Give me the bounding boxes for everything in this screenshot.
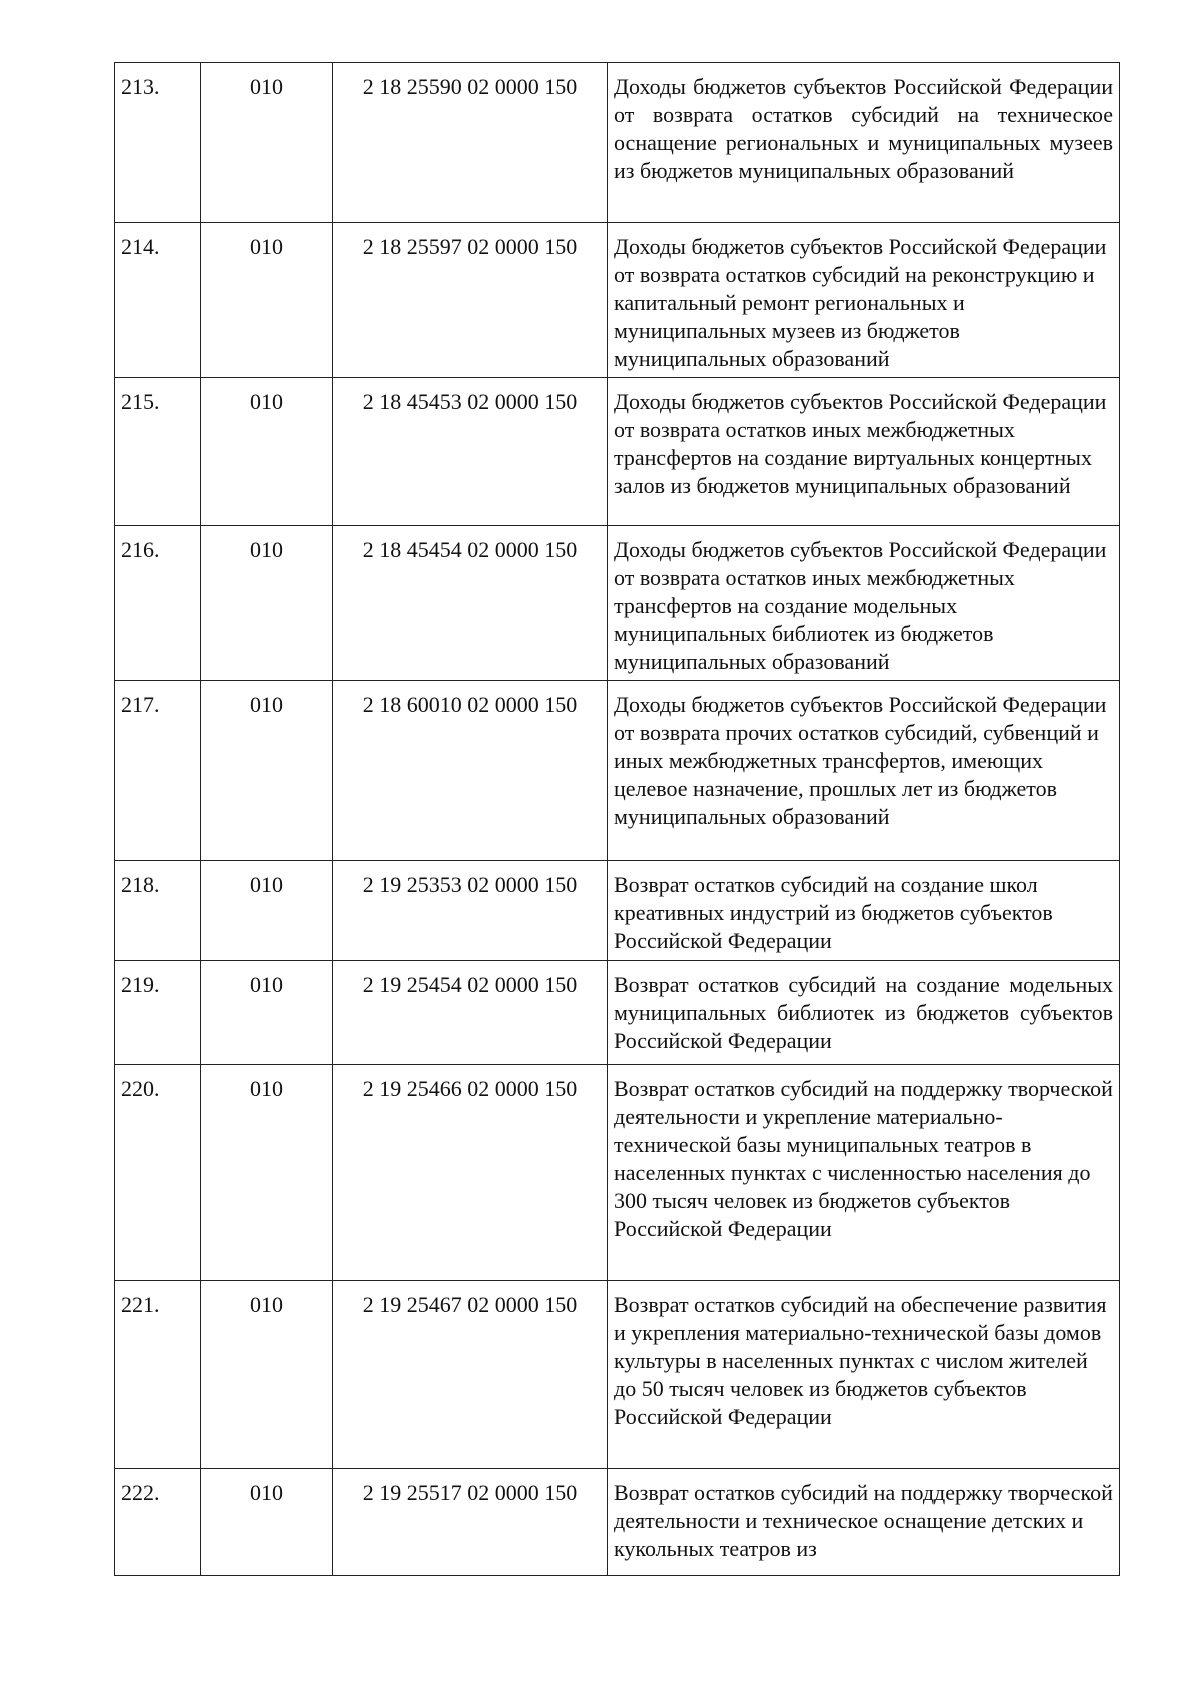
table-row: [115, 378, 1120, 526]
revenue-name: Возврат остатков субсидий на поддержку творческой деятельности и укрепление материально-технической базы муниципальных театров в населенных пунктах с численностью населения до 300 тысяч человек из бюджетов субъектов Российской Федерации: [608, 1065, 1120, 1281]
table-row: [115, 223, 1120, 378]
row-number: 214.: [115, 223, 201, 378]
revenue-name: Доходы бюджетов субъектов Российской Федерации от возврата остатков субсидий на техническое оснащение региональных и муниципальных музеев из бюджетов муниципальных образований: [608, 63, 1120, 223]
admin-code: 010: [201, 526, 333, 681]
revenue-name: Доходы бюджетов субъектов Российской Федерации от возврата остатков субсидий на реконструкцию и капитальный ремонт региональных и муниципальных музеев из бюджетов муниципальных образований: [608, 223, 1120, 378]
row-number: 220.: [115, 1065, 201, 1281]
table-row: [115, 526, 1120, 681]
admin-code: 010: [201, 681, 333, 861]
row-number: 215.: [115, 378, 201, 526]
row-number: 219.: [115, 961, 201, 1065]
admin-code: 010: [201, 1065, 333, 1281]
budget-classification-code: 2 18 45454 02 0000 150: [333, 526, 608, 681]
row-number: 218.: [115, 861, 201, 961]
row-number: 216.: [115, 526, 201, 681]
admin-code: 010: [201, 1281, 333, 1469]
admin-code: 010: [201, 1469, 333, 1576]
admin-code: 010: [201, 961, 333, 1065]
budget-classification-code: 2 18 25597 02 0000 150: [333, 223, 608, 378]
admin-code: 010: [201, 223, 333, 378]
budget-classification-code: 2 19 25353 02 0000 150: [333, 861, 608, 961]
table-row: [115, 961, 1120, 1065]
table-row: [115, 1065, 1120, 1281]
budget-revenue-table: [114, 62, 1120, 1576]
budget-classification-code: 2 19 25467 02 0000 150: [333, 1281, 608, 1469]
row-number: 221.: [115, 1281, 201, 1469]
admin-code: 010: [201, 378, 333, 526]
revenue-name: Доходы бюджетов субъектов Российской Федерации от возврата остатков иных межбюджетных трансфертов на создание модельных муниципальных библиотек из бюджетов муниципальных образований: [608, 526, 1120, 681]
revenue-name: Возврат остатков субсидий на обеспечение развития и укрепления материально-технической базы домов культуры в населенных пунктах с числом жителей до 50 тысяч человек из бюджетов субъектов Российской Федерации: [608, 1281, 1120, 1469]
budget-classification-code: 2 19 25454 02 0000 150: [333, 961, 608, 1065]
revenue-name: Возврат остатков субсидий на создание школ креативных индустрий из бюджетов субъектов Российской Федерации: [608, 861, 1120, 961]
table-row: [115, 63, 1120, 223]
budget-classification-code: 2 18 45453 02 0000 150: [333, 378, 608, 526]
budget-classification-code: 2 19 25466 02 0000 150: [333, 1065, 608, 1281]
table-row: [115, 681, 1120, 861]
row-number: 213.: [115, 63, 201, 223]
revenue-name: Доходы бюджетов субъектов Российской Федерации от возврата остатков иных межбюджетных трансфертов на создание виртуальных концертных залов из бюджетов муниципальных образований: [608, 378, 1120, 526]
admin-code: 010: [201, 861, 333, 961]
budget-classification-code: 2 19 25517 02 0000 150: [333, 1469, 608, 1576]
budget-classification-code: 2 18 60010 02 0000 150: [333, 681, 608, 861]
revenue-name: Возврат остатков субсидий на поддержку творческой деятельности и техническое оснащение детских и кукольных театров из: [608, 1469, 1120, 1576]
revenue-name: Доходы бюджетов субъектов Российской Федерации от возврата прочих остатков субсидий, субвенций и иных межбюджетных трансфертов, имеющих целевое назначение, прошлых лет из бюджетов муниципальных образований: [608, 681, 1120, 861]
budget-classification-code: 2 18 25590 02 0000 150: [333, 63, 608, 223]
table-row: [115, 1469, 1120, 1576]
admin-code: 010: [201, 63, 333, 223]
row-number: 222.: [115, 1469, 201, 1576]
row-number: 217.: [115, 681, 201, 861]
table-row: [115, 1281, 1120, 1469]
revenue-name: Возврат остатков субсидий на создание модельных муниципальных библиотек из бюджетов субъектов Российской Федерации: [608, 961, 1120, 1065]
table-row: [115, 861, 1120, 961]
